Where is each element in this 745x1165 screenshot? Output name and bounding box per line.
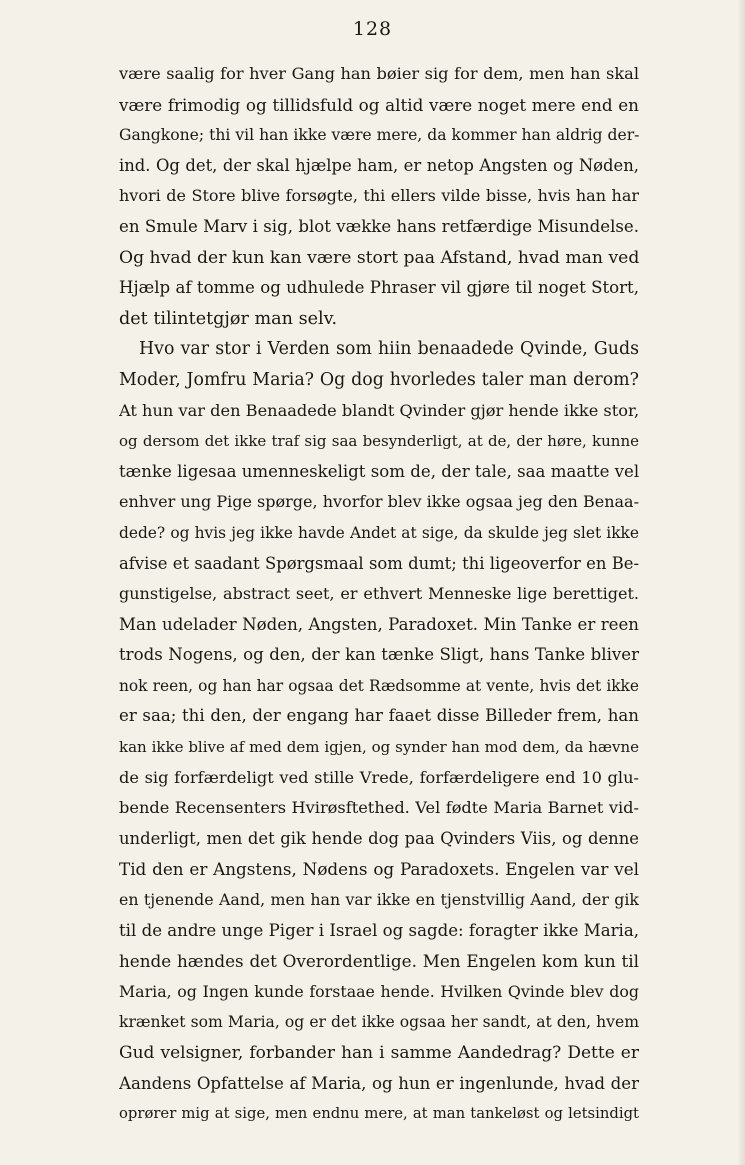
text-line: og dersom det ikke traf sig saa besynderligt, at de, der høre, kunne <box>119 432 639 451</box>
text-line: Gud velsigner, forbander han i samme Aandedrag? Dette er <box>119 1043 639 1063</box>
text-line: tænke ligesaa umenneskeligt som de, der tale, saa maatte vel <box>119 461 639 481</box>
text-line: bende Recensenters Hvirøsftethed. Vel fødte Maria Barnet vid- <box>119 798 639 818</box>
text-line: det tilintetgjør man selv. <box>119 308 338 329</box>
text-line: Og hvad der kun kan være stort paa Afstand, hvad man ved <box>119 247 639 268</box>
text-line: er saa; thi den, der engang har faaet disse Billeder frem, han <box>119 706 639 726</box>
text-line: krænket som Maria, og er det ikke ogsaa her sandt, at den, hvem <box>119 1013 639 1032</box>
text-line: Moder, Jomfru Maria? Og dog hvorledes taler man derom? <box>119 369 639 390</box>
text-line: Man udelader Nøden, Angsten, Paradoxet. Min Tanke er reen <box>119 614 639 634</box>
text-line: Maria, og Ingen kunde forstaae hende. Hvilken Qvinde blev dog <box>119 981 639 1001</box>
text-line: ind. Og det, der skal hjælpe ham, er netop Angsten og Nøden, <box>119 155 639 175</box>
text-line: Hvo var stor i Verden som hiin benaadede Qvinde, Guds <box>139 339 639 360</box>
text-line: Aandens Opfattelse af Maria, og hun er ingenlunde, hvad der <box>119 1073 639 1093</box>
text-line: hende hændes det Overordentlige. Men Engelen kom kun til <box>119 951 639 972</box>
text-line: oprører mig at sige, men endnu mere, at man tankeløst og letsindigt <box>119 1105 639 1123</box>
text-line: en Smule Marv i sig, blot vække hans retfærdige Misundelse. <box>119 216 639 236</box>
text-line: være saalig for hver Gang han bøier sig for dem, men han skal <box>119 64 639 83</box>
text-line: være frimodig og tillidsfuld og altid være noget mere end en <box>119 94 639 115</box>
text-line: trods Nogens, og den, der kan tænke Sligt, hans Tanke bliver <box>119 645 639 665</box>
text-line: afvise et saadant Spørgsmaal som dumt; thi ligeoverfor en Be- <box>119 553 639 573</box>
text-line: Tid den er Angstens, Nødens og Paradoxets. Engelen var vel <box>119 859 639 880</box>
text-line: dede? og hvis jeg ikke havde Andet at sige, da skulde jeg slet ikke <box>119 523 639 542</box>
text-line: nok reen, og han har ogsaa det Rædsomme at vente, hvis det ikke <box>119 676 639 695</box>
text-line: At hun var den Benaadede blandt Qvinder gjør hende ikke stor, <box>119 400 639 420</box>
body-text <box>119 59 639 1130</box>
page-edge-shadow <box>737 0 745 1165</box>
text-line: til de andre unge Piger i Israel og sagde: foragter ikke Maria, <box>119 920 639 940</box>
text-line: de sig forfærdeligt ved stille Vrede, forfærdeligere end 10 glu- <box>119 767 639 787</box>
text-line: Hjælp af tomme og udhulede Phraser vil gjøre til noget Stort, <box>119 278 639 298</box>
text-line: en tjenende Aand, men han var ikke en tjenstvillig Aand, der gik <box>119 890 639 910</box>
page-number: 128 <box>352 18 393 40</box>
text-line: kan ikke blive af med dem igjen, og synder han mod dem, da hævne <box>119 738 639 757</box>
text-line: underligt, men det gik hende dog paa Qvinders Viis, og denne <box>119 828 639 848</box>
text-line: gunstigelse, abstract seet, er ethvert Menneske lige berettiget. <box>119 584 639 604</box>
text-line: enhver ung Pige spørge, hvorfor blev ikke ogsaa jeg den Benaa- <box>119 492 639 512</box>
text-line: hvori de Store blive forsøgte, thi ellers vilde bisse, hvis han har <box>119 186 639 206</box>
text-line: Gangkone; thi vil han ikke være mere, da kommer han aldrig der- <box>119 126 639 145</box>
